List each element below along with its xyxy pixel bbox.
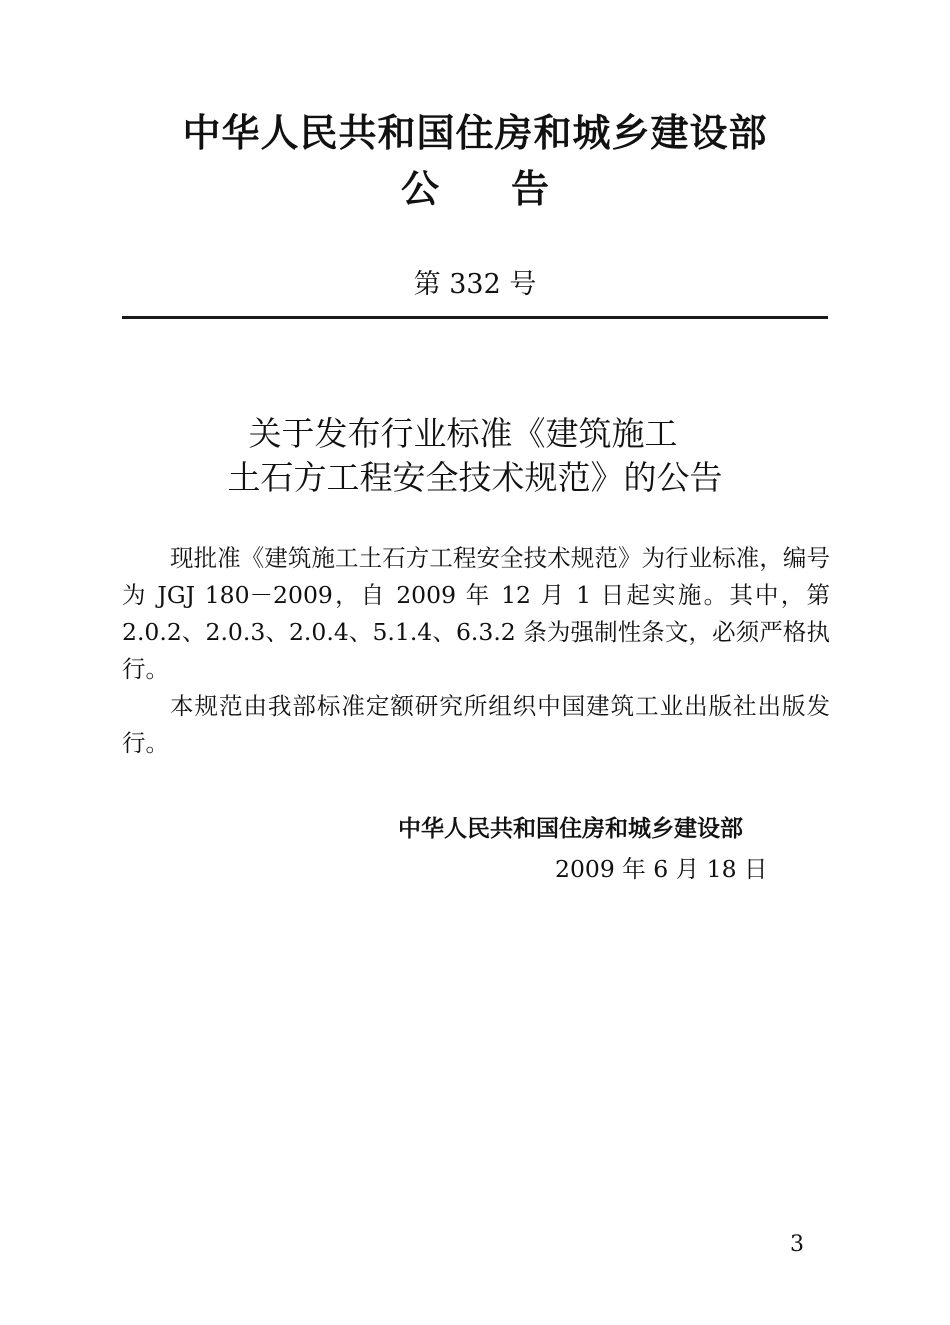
page-number: 3 [790,1232,804,1257]
signature-issuer: 中华人民共和国住房和城乡建设部 [398,816,743,842]
announcement-heading [0,158,950,213]
title-line-2: 土石方工程安全技术规范》的公告 [227,458,723,497]
announcement-char-1: 公 [400,167,439,211]
ministry-heading: 中华人民共和国住房和城乡建设部 [182,111,768,155]
title-line-1: 关于发布行业标准《建筑施工 [248,414,678,453]
signature-date: 2009 年 6 月 18 日 [555,855,768,883]
header-divider [122,316,828,319]
body-paragraph-1: 现批准《建筑施工土石方工程安全技术规范》为行业标准，编号为 JGJ 180－2009，自 2009 年 12 月 1 日起实施。其中，第 2.0.2、2.0.3、2.0.4、5.1.4、6.3.2 条为强制性条文，必须严格执行。 [122,544,830,683]
body-paragraph-2: 本规范由我部标准定额研究所组织中国建筑工业出版社出版发行。 [122,692,830,757]
announcement-char-2: 告 [511,167,550,211]
announcement-body [122,540,830,762]
announcement-number: 第 332 号 [413,269,537,300]
